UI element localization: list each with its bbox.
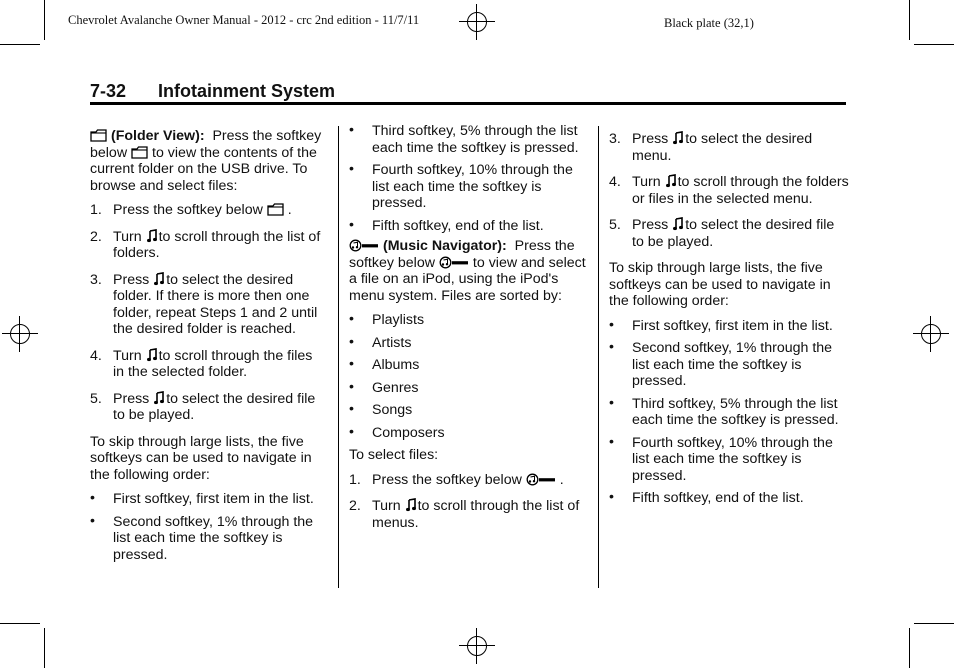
bullet-text: Second softkey, 1% through the list each time the softkey is pressed. bbox=[632, 340, 833, 389]
step-number: 5. bbox=[609, 217, 621, 233]
column-1 bbox=[90, 128, 326, 569]
column-2 bbox=[349, 123, 589, 541]
list-item bbox=[609, 174, 849, 207]
music-navigator-icon bbox=[439, 256, 469, 269]
step-text: Turn bbox=[372, 498, 401, 514]
step-number: 3. bbox=[609, 131, 621, 147]
intro-text: Press the softkey below bbox=[90, 128, 322, 161]
music-note-icon bbox=[154, 391, 164, 405]
crop-mark bbox=[909, 628, 910, 668]
bullet-text: Third softkey, 5% through the list each time the softkey is pressed. bbox=[372, 123, 579, 156]
list-item: • Fifth softkey, end of the list. bbox=[349, 216, 544, 234]
plate-info-left: Chevrolet Avalanche Owner Manual - 2012 - crc 2nd edition - 11/7/11 bbox=[68, 13, 420, 27]
sort-item: Genres bbox=[372, 379, 419, 396]
step-text: to scroll through the list of menus. bbox=[372, 498, 580, 531]
step-number: 4. bbox=[90, 347, 102, 364]
sort-item: Songs bbox=[372, 402, 413, 418]
step-text: Press the softkey below bbox=[372, 471, 522, 488]
music-note-icon bbox=[147, 348, 157, 362]
step-number: 1. bbox=[90, 202, 102, 218]
music-note-icon bbox=[406, 498, 416, 512]
step-text: Press the softkey below bbox=[113, 202, 263, 218]
crop-mark bbox=[909, 0, 910, 40]
sort-item: Artists bbox=[372, 334, 412, 351]
skip-paragraph: To skip through large lists, the five softkeys can be used to navigate in the following order: bbox=[90, 433, 312, 483]
list-item: • First softkey, first item in the list. bbox=[609, 316, 833, 334]
folder-icon bbox=[131, 146, 148, 159]
list-item: • Artists bbox=[349, 333, 412, 351]
step-text: Turn bbox=[113, 347, 142, 364]
bullet-text: First softkey, first item in the list. bbox=[632, 317, 833, 334]
list-item: • Composers bbox=[349, 423, 445, 441]
crop-mark bbox=[914, 623, 954, 624]
list-item bbox=[349, 472, 589, 489]
list-item: • Third softkey, 5% through the list each time the softkey is pressed. bbox=[349, 122, 579, 156]
sort-item: Composers bbox=[372, 424, 445, 441]
step-text: to scroll through the list of folders. bbox=[113, 228, 321, 261]
navigator-steps-continued bbox=[609, 131, 849, 250]
music-note-icon bbox=[154, 272, 164, 286]
step-number: 2. bbox=[349, 498, 361, 514]
section-number: 7-32 bbox=[90, 81, 127, 101]
skip-paragraph: To skip through large lists, the five softkeys can be used to navigate in the following order: bbox=[609, 260, 831, 309]
section-title: Infotainment System bbox=[158, 81, 336, 101]
music-navigator-label: (Music Navigator): bbox=[383, 238, 507, 254]
list-item bbox=[90, 202, 326, 219]
folder-view-intro bbox=[90, 128, 326, 194]
music-note-icon bbox=[666, 174, 676, 188]
bullet-text: Third softkey, 5% through the list each time the softkey is pressed. bbox=[632, 395, 839, 428]
list-item bbox=[90, 391, 326, 424]
step-text: to scroll through the files in the selected folder. bbox=[113, 347, 313, 380]
music-navigator-intro bbox=[349, 238, 589, 304]
folder-icon bbox=[90, 129, 107, 142]
music-note-icon bbox=[673, 131, 683, 145]
crop-mark bbox=[0, 44, 40, 45]
step-text: Turn bbox=[113, 228, 142, 245]
bullet-text: First softkey, first item in the list. bbox=[113, 491, 314, 507]
music-navigator-icon bbox=[349, 239, 379, 252]
list-item: • Fourth softkey, 10% through the list each time the softkey is pressed. bbox=[609, 433, 833, 484]
intro-text: Press the softkey below bbox=[349, 238, 575, 271]
step-number: 1. bbox=[349, 471, 361, 488]
music-navigator-icon bbox=[526, 473, 556, 486]
list-item bbox=[609, 131, 849, 164]
list-item bbox=[90, 272, 326, 338]
page-header bbox=[90, 81, 335, 102]
registration-mark-top bbox=[459, 4, 495, 40]
list-item: • Songs bbox=[349, 401, 413, 418]
music-note-icon bbox=[147, 229, 157, 243]
list-item bbox=[90, 348, 326, 381]
list-item bbox=[609, 217, 849, 250]
step-text: to select the desired file to be played. bbox=[113, 390, 316, 423]
step-number: 2. bbox=[90, 228, 102, 245]
registration-mark-left bbox=[2, 316, 38, 352]
step-text: Press bbox=[113, 271, 150, 288]
step-number: 3. bbox=[90, 271, 102, 288]
intro-text: to view and select a file on an iPod, using the iPod's menu system. Files are sorted by: bbox=[349, 254, 586, 304]
list-item: • Fourth softkey, 10% through the list each time the softkey is pressed. bbox=[349, 161, 573, 211]
list-item: • Second softkey, 1% through the list each time the softkey is pressed. bbox=[609, 339, 833, 389]
list-item: • First softkey, first item in the list. bbox=[90, 490, 314, 507]
crop-mark bbox=[914, 44, 954, 45]
step-text: to select the desired folder. If there is more then one folder, repeat Steps 1 and 2 until the desired folder is reached. bbox=[113, 271, 318, 337]
list-item bbox=[90, 229, 326, 262]
intro-text: to view the contents of the current folder on the USB drive. To browse and select files: bbox=[90, 144, 317, 194]
step-text: . bbox=[559, 471, 564, 488]
step-text: to scroll through the folders or files in the selected menu. bbox=[632, 174, 849, 207]
softkey-list bbox=[609, 318, 849, 507]
list-item: • Genres bbox=[349, 378, 419, 396]
plate-info-right: Black plate (32,1) bbox=[664, 16, 754, 30]
folder-steps bbox=[90, 202, 326, 424]
bullet-text: Second softkey, 1% through the list each time the softkey is pressed. bbox=[113, 513, 314, 563]
softkey-list bbox=[349, 123, 589, 234]
list-item: • Second softkey, 1% through the list each time the softkey is pressed. bbox=[90, 512, 314, 563]
sort-item: Albums bbox=[372, 357, 420, 373]
softkey-list bbox=[90, 491, 326, 563]
registration-mark-bottom bbox=[459, 628, 495, 664]
step-text: Press bbox=[113, 390, 150, 407]
step-text: . bbox=[287, 202, 292, 218]
column-3 bbox=[609, 131, 849, 513]
bullet-text: Fifth softkey, end of the list. bbox=[372, 217, 544, 234]
list-item: • Playlists bbox=[349, 311, 425, 328]
bullet-text: Fourth softkey, 10% through the list each time the softkey is pressed. bbox=[632, 434, 833, 484]
header-rule bbox=[90, 102, 846, 105]
navigator-steps bbox=[349, 472, 589, 532]
step-number: 5. bbox=[90, 390, 102, 407]
step-text: to select the desired menu. bbox=[632, 131, 813, 164]
column-divider bbox=[338, 126, 339, 588]
crop-mark bbox=[44, 628, 45, 668]
crop-mark bbox=[0, 623, 40, 624]
list-item bbox=[349, 498, 589, 531]
select-files-label: To select files: bbox=[349, 447, 439, 463]
list-item: • Fifth softkey, end of the list. bbox=[609, 489, 804, 506]
music-note-icon bbox=[673, 217, 683, 231]
column-divider bbox=[598, 126, 599, 588]
folder-icon bbox=[267, 203, 284, 216]
step-text: Turn bbox=[632, 174, 661, 190]
folder-view-label: (Folder View): bbox=[111, 128, 205, 144]
sort-item: Playlists bbox=[372, 312, 425, 328]
bullet-text: Fifth softkey, end of the list. bbox=[632, 490, 804, 506]
registration-mark-right bbox=[913, 316, 949, 352]
bullet-text: Fourth softkey, 10% through the list each time the softkey is pressed. bbox=[372, 162, 573, 211]
sort-list bbox=[349, 312, 589, 441]
step-text: to select the desired file to be played. bbox=[632, 217, 835, 250]
step-text: Press bbox=[632, 217, 669, 233]
list-item: • Third softkey, 5% through the list each time the softkey is pressed. bbox=[609, 394, 839, 428]
list-item: • Albums bbox=[349, 356, 420, 373]
step-number: 4. bbox=[609, 174, 621, 190]
step-text: Press bbox=[632, 131, 669, 147]
crop-mark bbox=[44, 0, 45, 40]
